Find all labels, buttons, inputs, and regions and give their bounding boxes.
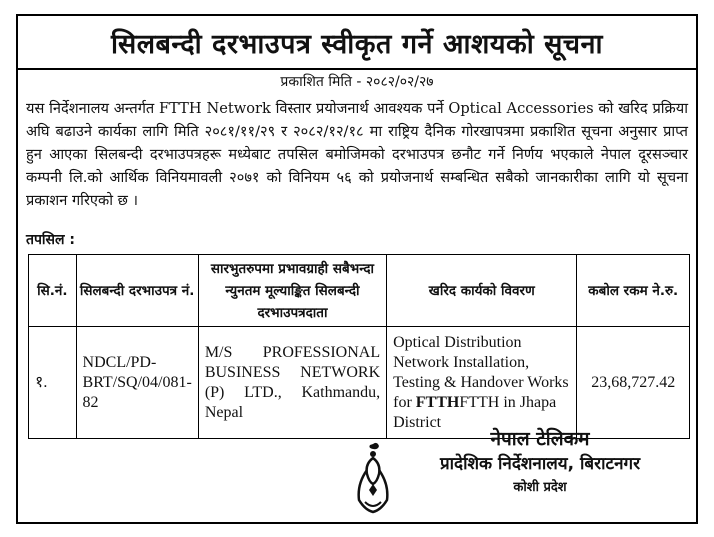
work-text: FTTH in Jhapa District [393, 393, 557, 431]
award-table [28, 254, 690, 439]
body-part-ftth: FTTH Network [159, 100, 271, 117]
body-part: को खरिद प्रक्रिया अघि बढाउने कार्यका लागि मिति २०८१/११/२९ र २०८२/१२/१८ मा राष्ट्रिय दैनिक गोरखापत्रमा प्रकाशित सूचना अनुसार प्राप्त हुन आएका सिलबन्दी दरभाउपत्रहरू मध्येबाट तपसिल बमोजिमको दरभाउपत्र छनौट गर्ने निर्णय भएकाले नेपाल दूरसञ्चार कम्पनी लि.को आर्थिक विनियमावली २०७१ को विनियम ५६ को प्रयोजनार्थ सम्बन्धित सबैको जानकारीका लागि यो सूचना प्रकाशन गरिएको छ । [26, 100, 688, 209]
signature-directorate: प्रादेशिक निर्देशनालय, बिराटनगर [439, 454, 641, 474]
notice-title: सिलबन्दी दरभाउपत्र स्वीकृत गर्ने आशयको सूचना [18, 16, 696, 70]
header-sn: सि.नं. [29, 255, 77, 327]
cell-work [387, 327, 577, 439]
table-header-row [29, 255, 690, 327]
cell-bidder: M/S PROFESSIONAL BUSINESS NETWORK (P) LTD., Kathmandu, Nepal [198, 327, 386, 439]
tapasil-label: तपसिल : [26, 232, 75, 248]
signature-province: कोशी प्रदेश [513, 480, 567, 495]
header-bidder: सारभुतरुपमा प्रभावग्राही सबैभन्दा न्युनतम मूल्याङ्कित सिलबन्दी दरभाउपत्रदाता [198, 255, 386, 327]
cell-sn: १. [29, 327, 77, 439]
header-bid-no: सिलबन्दी दरभाउपत्र नं. [76, 255, 198, 327]
nepal-telecom-logo-icon [351, 440, 395, 518]
work-text-bold: FTTH [415, 393, 460, 411]
body-part: विस्तार प्रयोजनार्थ आवश्यक पर्ने [270, 100, 449, 117]
cell-amount: 23,68,727.42 [577, 327, 690, 439]
header-amount: कबोल रकम ने.रु. [577, 255, 690, 327]
published-date: प्रकाशित मिति - २०८२/०२/२७ [280, 74, 434, 90]
table-row [29, 327, 690, 439]
header-work: खरिद कार्यको विवरण [387, 255, 577, 327]
signature-org: नेपाल टेलिकम [490, 428, 590, 450]
cell-bid-no: NDCL/PD-BRT/SQ/04/081-82 [76, 327, 198, 439]
signature-block [400, 426, 680, 500]
body-part-optical: Optical Accessories [448, 100, 594, 117]
work-text: Optical Distribution Network Installation, Testing & Handover Works for [393, 333, 569, 411]
notice-body [26, 97, 688, 212]
body-part: यस निर्देशनालय अन्तर्गत [26, 100, 160, 117]
